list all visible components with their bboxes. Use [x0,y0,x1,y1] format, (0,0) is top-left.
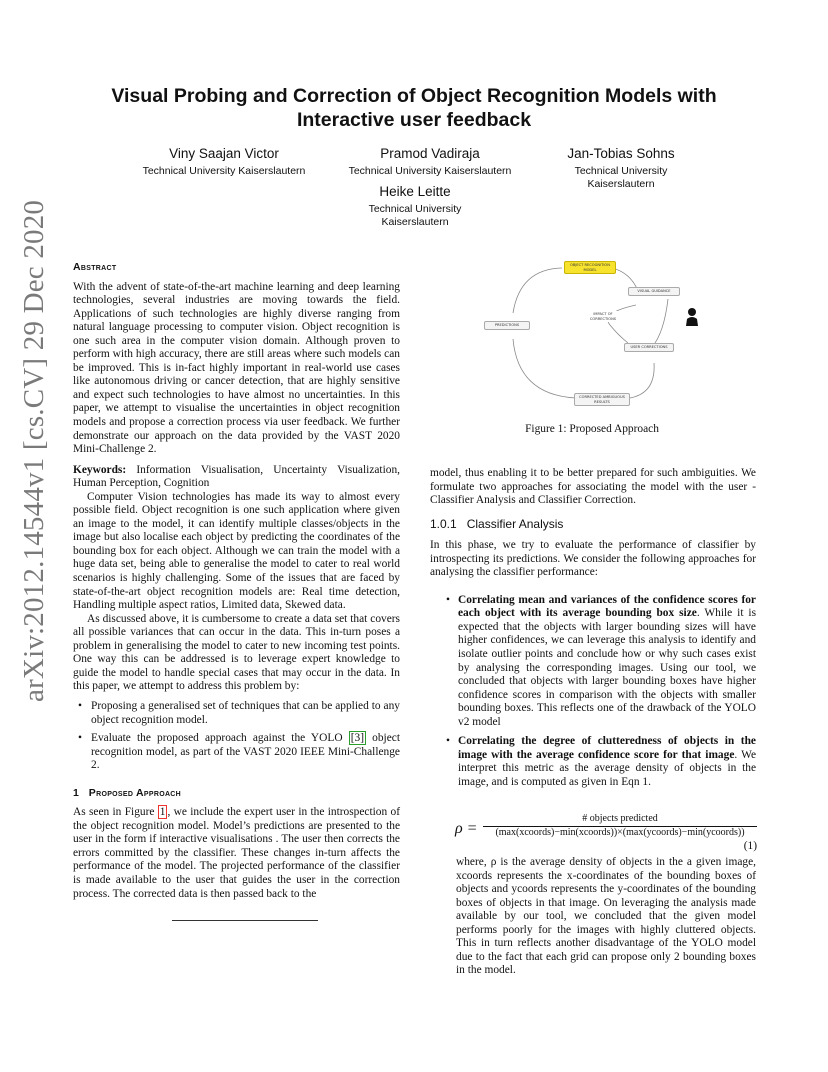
node-predictions: PREDICTIONS [484,321,530,330]
section-heading: 1 Proposed Approach [73,786,182,799]
author-affiliation: Technical University Kaiserslautern [574,165,668,190]
keywords: Keywords: Information Visualisation, Uncertainty Visualization, Human Perception, Cognition [73,463,400,490]
intro-paragraph-1: Computer Vision technologies has made its way to almost every possible field. Object recognition is one such application where given an image to the model, it can identify multiple classes/objects in the image but also localise each object by predicting the coordinates of the bounding box for each object. Although we can train the model with a huge data set, being able to generalise the model to cater to real world scenarios is highly challenging. Some of the issues that are faced by state-of-the-art object recognition models are: Real time detection, Handling multiple aspect ratios, Limited data, Skewed data. [73,490,400,612]
figure-caption: Figure 1: Proposed Approach [525,423,659,435]
equation-numerator: # objects predicted [582,813,658,824]
subsection-heading: 1.0.1 Classifier Analysis [430,516,564,531]
author-2 [340,145,520,178]
flow-arrows [480,255,720,415]
paper-title [70,84,758,132]
author-3 [556,145,686,191]
intro-paragraph-2: As discussed above, it is cumbersome to create a data set that covers all possible variances that can occur in the data. This in-turn poses a problem in generalising the model to cater to new incoming test points. One way this can be addressed is to leverage expert knowledge to guide the model to handle special cases that may occur in the data. In this paper, we attempt to address this problem by: [73,612,400,693]
section-1-paragraph: As seen in Figure 1 , we include the expert user in the introspection of the object recognition model. Model’s predictions are presented to the user in the form if interactive visualisations . The user then corrects the errors committed by the classifier. These changes in-turn affects the performance of the model. The projected performance of the classifier is made available to the user that guides the user in the correction process. The corrected data is then passed back to the [73,806,401,900]
title-line-2: Interactive user feedback [296,109,532,131]
where-paragraph: where, ρ is the average density of objects in the a given image, xcoords represents the x-coordinates of the bounding boxes of objects and ycoords represents the y-coordinates of the bounding boxes of objects in that image. On leveraging the analysis made available by our tool, we concluded that the given model performs poorly for the images with highly cluttered objects. This in turn reflects another disadvantage of the YOLO model due to the fact that each grid can propose only 2 bounding boxes in the model. [456,856,756,977]
equation-number: (1) [743,840,757,852]
figure-diagram [480,255,720,415]
author-4 [350,183,480,229]
arxiv-id: arXiv:2012.14544v1 [cs.CV] 29 Dec 2020 [18,199,50,702]
user-icon [685,307,699,327]
citation-link[interactable]: [3] [350,732,365,745]
author-1 [130,145,318,178]
list-item: • Correlating mean and variances of the confidence scores for each object with its average bounding box size. While it is expected that the objects with larger bounding sizes will have higher confidences, we can leverage this analysis to identify and isolate outlier points and conclude how or why such cases exist by analysing the corresponding images. Using our tool, we concluded that objects with larger bounding boxes have higher confidence scores in comparison with the objects with smaller bounding boxes. This reflects one of the drawback of the YOLO v2 model [444,594,756,729]
equation-lhs: ρ = [455,820,478,837]
equation-1 [455,812,757,852]
right-paragraph-1: model, thus enabling it to be better prepared for such ambiguities. We formulate two approaches for associating the model with the user - Classifier Analysis and Classifier Correction. [430,467,756,507]
right-paragraph-2: In this phase, we try to evaluate the performance of classifier by introspecting its predictions. We consider the following approaches for analysing the classifier performance: [430,539,756,579]
left-column [73,261,400,901]
footnote-rule [172,920,318,921]
author-name: Jan-Tobias Sohns [567,146,675,161]
list-item: • Correlating the degree of clutteredness of objects in the image with the average confidence score for that image. We interpret this metric as the average density of objects in the image, and is computed as given in Eqn 1. [444,735,756,789]
title-line-1: Visual Probing and Correction of Object Recognition Models with [111,85,717,107]
author-affiliation: Technical University Kaiserslautern [142,165,306,177]
list-item: • Proposing a generalised set of techniques that can be applied to any object recognition model. [73,700,400,727]
abstract-text: With the advent of state-of-the-art machine learning and deep learning technologies, several industries are moving towards the field. Applications of such technologies are highly diverse ranging from natural language processing to computer vision. Object recognition is one such area in the computer vision domain. Although proven to perform with high accuracy, there are still areas where such models can be improved. This is in-fact highly important in real-world use cases like autonomous driving or cancer detection, that are highly sensitive and expect such technologies to have almost no uncertainties. In this paper, we attempt to visualise the uncertainties in object recognition models and propose a correction process via user feedback. We further demonstrate our approach on the data provided by the VAST 2020 Mini-Challenge 2. [73,280,400,456]
author-name: Heike Leitte [379,184,451,199]
arxiv-stamp [14,199,54,702]
list-item: • Evaluate the proposed approach against the YOLO [3] object recognition model, as part of the VAST 2020 IEEE Mini-Challenge 2. [73,732,400,773]
node-user-corrections: USER CORRECTIONS [624,343,674,352]
equation-denominator: (max(xcoords)−min(xcoords))×(max(ycoords)−min(ycoords)) [495,827,745,838]
approach-list [430,594,756,790]
author-affiliation: Technical University Kaiserslautern [348,165,512,177]
node-corrected-results: CORRECTED AMBIGUOUS RESULTS [574,393,630,406]
figure-link[interactable]: 1 [159,806,166,819]
node-object-recognition: OBJECT RECOGNITION MODEL [564,261,616,274]
right-column [430,467,756,795]
node-impact: IMPACT OF CORRECTIONS [584,311,622,322]
node-visual-guidance: VISUAL GUIDANCE [628,287,680,296]
author-name: Pramod Vadiraja [380,146,480,161]
abstract-heading: Abstract [73,261,117,273]
author-name: Viny Saajan Victor [169,146,279,161]
contribution-list [73,700,400,773]
author-affiliation: Technical University Kaiserslautern [368,203,462,228]
